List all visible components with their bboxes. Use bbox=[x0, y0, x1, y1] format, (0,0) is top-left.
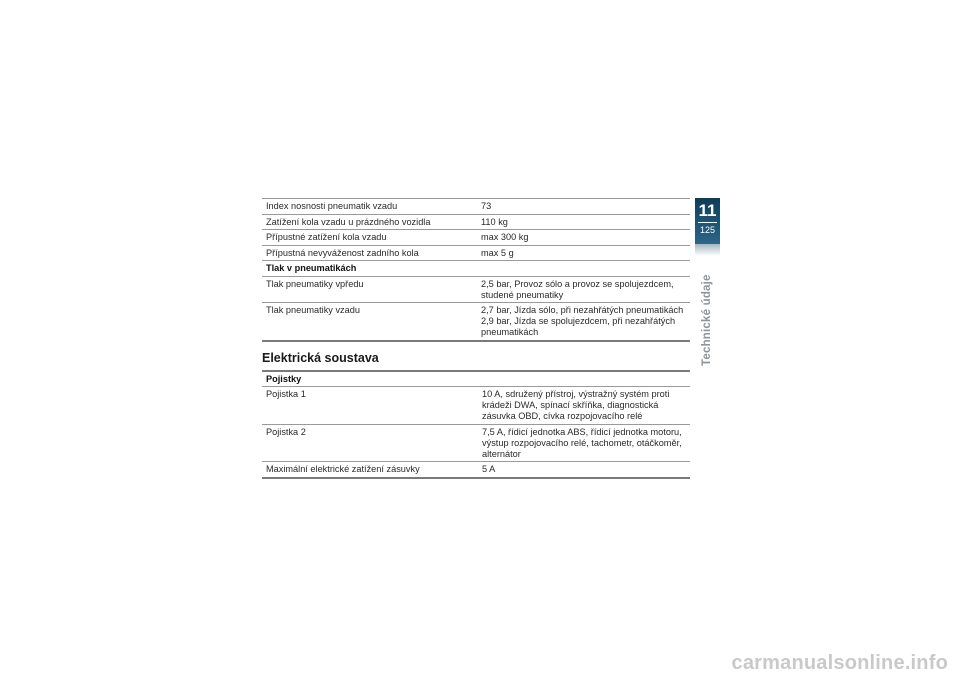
fuses-subheader-row bbox=[262, 371, 690, 387]
table-row bbox=[262, 387, 690, 425]
row-label: Maximální elektrické zatížení zásuvky bbox=[262, 462, 476, 478]
chapter-title: Technické údaje bbox=[701, 274, 713, 366]
section-title-electrical: Elektrická soustava bbox=[262, 350, 379, 365]
row-value: 2,5 bar, Provoz sólo a provoz se spolujezdcem, studené pneumatiky bbox=[475, 276, 690, 303]
table-row bbox=[262, 230, 690, 246]
table-row bbox=[262, 199, 690, 215]
table-row bbox=[262, 245, 690, 261]
row-label: Přípustné zatížení kola vzadu bbox=[262, 230, 475, 246]
row-label: Pojistka 1 bbox=[262, 387, 476, 425]
row-value: 2,7 bar, Jízda sólo, při nezahřátých pneumatikách 2,9 bar, Jízda se spolujezdcem, při nezahřátých pneumatikách bbox=[475, 303, 690, 341]
pressure-subheader-row bbox=[262, 261, 690, 277]
electrical-specs-table bbox=[262, 370, 690, 479]
row-label: Přípustná nevyváženost zadního kola bbox=[262, 245, 475, 261]
row-value: 10 A, sdružený přístroj, výstražný systém proti krádeži DWA, spínací skříňka, diagnostická zásuvka OBD, cívka rozpojovacího relé bbox=[476, 387, 690, 425]
tire-specs-table bbox=[262, 198, 690, 342]
table-row bbox=[262, 424, 690, 462]
page-number: 125 bbox=[699, 225, 716, 235]
table-row bbox=[262, 276, 690, 303]
pressure-subheader: Tlak v pneumatikách bbox=[262, 261, 690, 277]
row-value: 5 A bbox=[476, 462, 690, 478]
row-value: max 300 kg bbox=[475, 230, 690, 246]
chapter-tab bbox=[695, 198, 720, 244]
table-row bbox=[262, 303, 690, 341]
fuses-subheader: Pojistky bbox=[262, 371, 690, 387]
row-value: max 5 g bbox=[475, 245, 690, 261]
row-value: 110 kg bbox=[475, 214, 690, 230]
chapter-number: 11 bbox=[698, 201, 717, 220]
row-label: Zatížení kola vzadu u prázdného vozidla bbox=[262, 214, 475, 230]
row-label: Tlak pneumatiky vpředu bbox=[262, 276, 475, 303]
row-value: 7,5 A, řídicí jednotka ABS, řídicí jednotka motoru, výstup rozpojovacího relé, tachometr, otáčkoměr, alternátor bbox=[476, 424, 690, 462]
table-row bbox=[262, 462, 690, 478]
table-row bbox=[262, 214, 690, 230]
chapter-tab-fade bbox=[695, 244, 720, 256]
row-label: Pojistka 2 bbox=[262, 424, 476, 462]
row-label: Index nosnosti pneumatik vzadu bbox=[262, 199, 475, 215]
content-column bbox=[262, 198, 690, 479]
row-label: Tlak pneumatiky vzadu bbox=[262, 303, 475, 341]
row-value: 73 bbox=[475, 199, 690, 215]
watermark: carmanualsonline.info bbox=[731, 652, 948, 674]
